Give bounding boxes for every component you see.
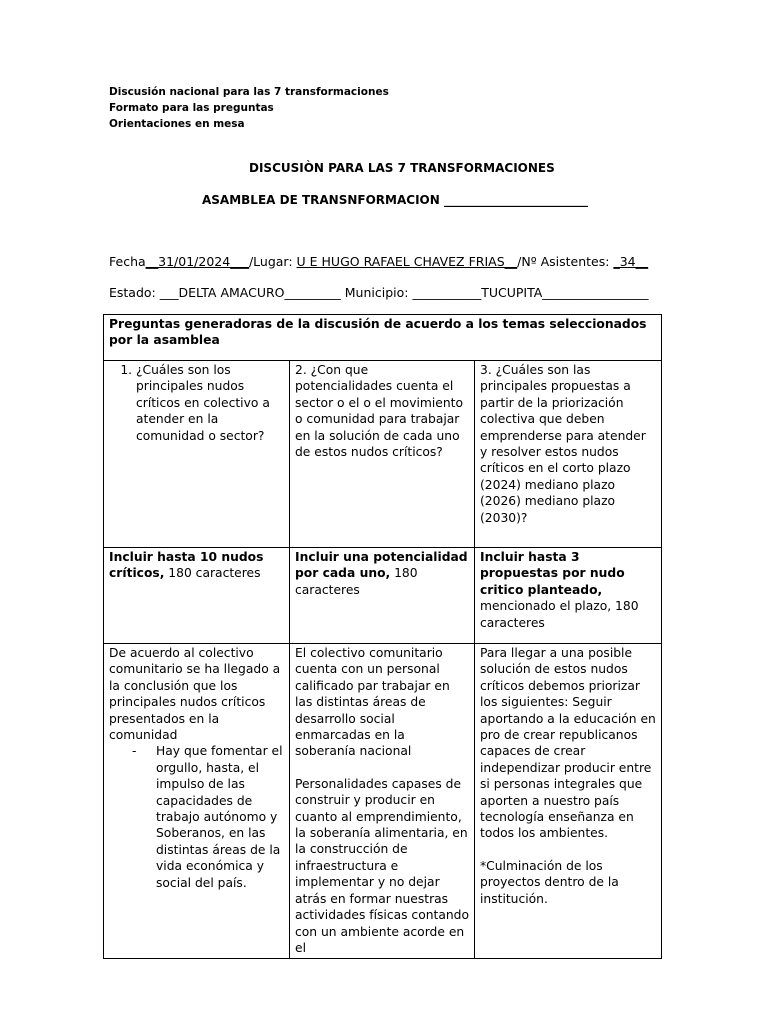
assembly-label: ASAMBLEA DE TRANSNFORMACION: [202, 193, 440, 207]
page-title: DISCUSIÒN PARA LAS 7 TRANSFORMACIONES: [249, 161, 555, 175]
question-1-list: [109, 362, 284, 444]
question-3-cell: [475, 361, 662, 548]
answer-3-paragraph-2: *Culminación de los proyectos dentro de la institución.: [480, 858, 619, 906]
estado-label: Estado:: [109, 285, 160, 300]
municipio-value: ___________TUCUPITA_________________: [412, 285, 649, 300]
question-3-line-c: (2030)?: [480, 510, 528, 525]
question-3-line-b: (2026) mediano plazo: [480, 494, 616, 509]
fecha-label: Fecha: [109, 254, 146, 269]
municipio-label: Municipio:: [340, 285, 413, 300]
answer-2-paragraph-1: El colectivo comunitario cuenta con un personal calificado par trabajar en las distintas áreas de desarrollo social enmarcadas en la soberanía nacional: [295, 646, 450, 759]
form-line-fecha: [109, 254, 648, 269]
question-3-line-a: (2024) mediano plazo: [480, 477, 616, 492]
estado-value: ___DELTA AMACURO_________: [159, 285, 341, 300]
answer-1-cell: [104, 644, 290, 959]
question-1: 1. ¿Cuáles son los principales nudos críticos en colectivo a atender en la comunidad o sector?: [136, 362, 284, 444]
instruction-3-rest: mencionado el plazo, 180 caracteres: [480, 599, 639, 630]
instruction-2-bold: Incluir una potencialidad por cada uno,: [295, 550, 468, 581]
header-line-2: Formato para las preguntas: [109, 102, 274, 114]
answer-1-intro: De acuerdo al colectivo comunitario se ha llegado a la conclusión que los principales nudos críticos presentados en la comunidad: [109, 646, 281, 743]
question-1-cell: [104, 361, 290, 548]
assembly-blank: ________________________: [443, 193, 588, 207]
answer-1-item: - Hay que fomentar el orgullo, hasta, el impulso de las capacidades de trabajo autónomo y Soberanos, en las distintas áreas de la vida económica y social del país.: [156, 743, 284, 891]
questions-row: [104, 361, 662, 548]
instruction-1-bold: Incluir hasta 10 nudos críticos,: [109, 550, 264, 581]
instructions-row: [104, 548, 662, 644]
instruction-1-rest: 180 caracteres: [164, 566, 261, 581]
asistentes-label: /Nº Asistentes:: [517, 254, 614, 269]
question-3: 3. ¿Cuáles son las principales propuestas a partir de la priorización colectiva que deben emprenderse para atender y resolver estos nudos críticos en el corto plazo: [480, 363, 646, 476]
instruction-3-cell: [475, 548, 662, 644]
answer-2-paragraph-2: Personalidades capases de construir y producir en cuanto al emprendimiento, la soberanía alimentaria, en la construcción de infraestructura e implementar y no dejar atrás en formar nuestras actividades físicas contando con un ambiente acorde en el: [295, 776, 469, 955]
answer-1-list: [109, 743, 284, 891]
instruction-2-rest: 180 caracteres: [295, 566, 418, 597]
answer-2-cell: [290, 644, 475, 959]
header-line-3: Orientaciones en mesa: [109, 118, 245, 130]
header-line-1: Discusión nacional para las 7 transformaciones: [109, 86, 389, 98]
questions-table: [103, 314, 662, 959]
answer-3-paragraph-1: Para llegar a una posible solución de estos nudos críticos debemos priorizar los siguientes: Seguir aportando a la educación en pro de crear republicanos capaces de crear independizar producir entre si personas integrales que aporten a nuestro país tecnología enseñanza en todos los ambientes.: [480, 646, 656, 841]
asistentes-value: _34__: [613, 254, 649, 269]
answer-3-cell: [475, 644, 662, 959]
instruction-3-bold: Incluir hasta 3 propuestas por nudo critico planteado,: [480, 550, 625, 597]
lugar-label: /Lugar:: [248, 254, 297, 269]
table-heading: Preguntas generadoras de la discusión de acuerdo a los temas seleccionados por la asamblea: [104, 315, 662, 361]
instruction-2-cell: [290, 548, 475, 644]
answers-row: [104, 644, 662, 959]
fecha-value: __31/01/2024___: [145, 254, 249, 269]
lugar-value: U E HUGO RAFAEL CHAVEZ FRIAS__: [296, 254, 518, 269]
assembly-line: [202, 193, 588, 207]
instruction-1-cell: [104, 548, 290, 644]
question-2-cell: 2. ¿Con que potencialidades cuenta el sector o el o el movimiento o comunidad para trabajar en la solución de cada uno de estos nudos críticos?: [290, 361, 475, 548]
table-heading-row: [104, 315, 662, 361]
form-line-estado: [109, 285, 649, 300]
